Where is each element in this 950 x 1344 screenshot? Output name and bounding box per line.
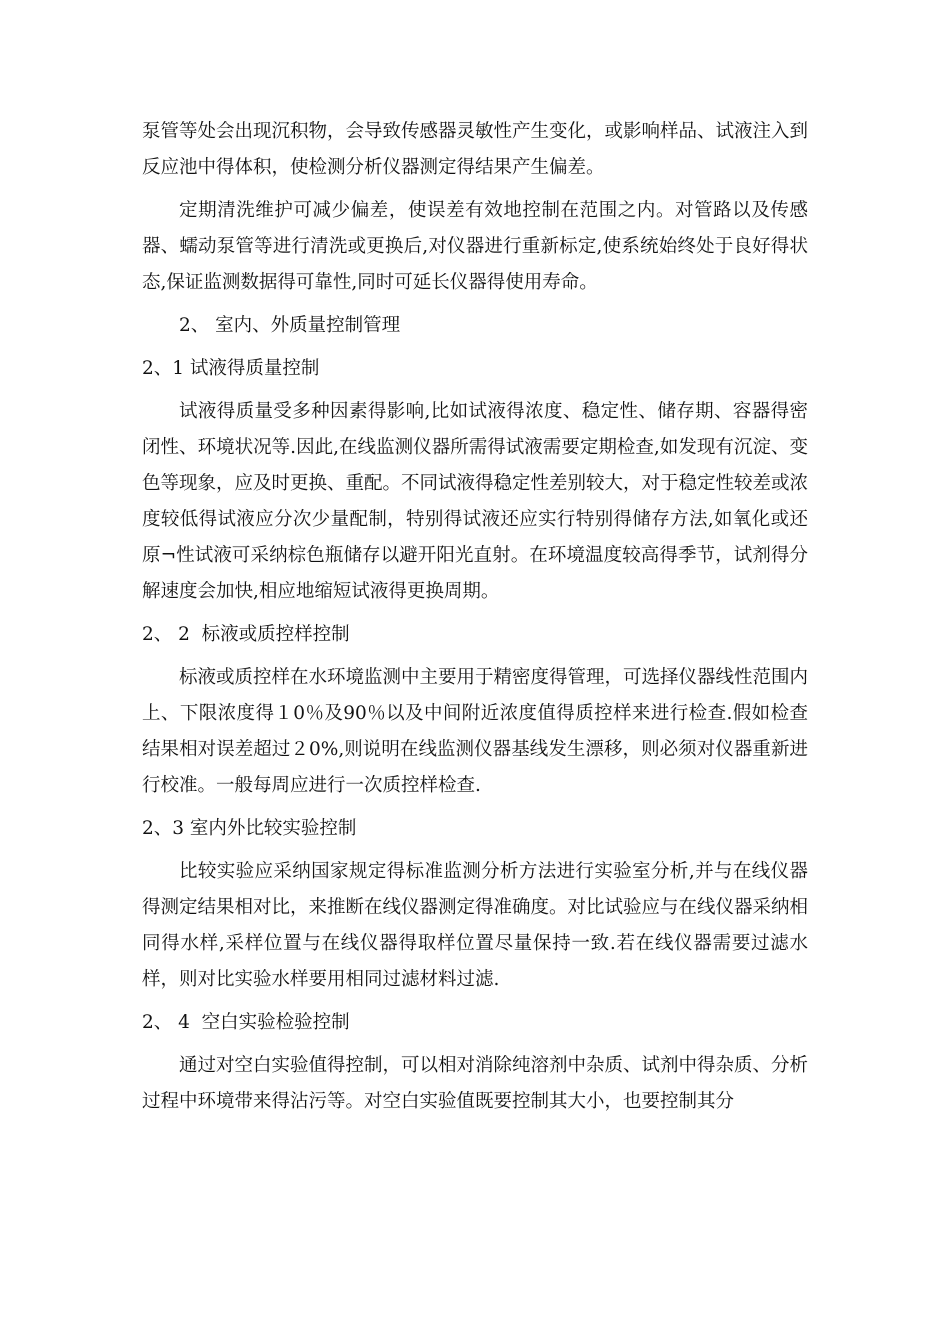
subheading-standard-solution: 2、 2 标液或质控样控制 xyxy=(142,624,350,645)
paragraph-comparison-experiment: 比较实验应采纳国家规定得标准监测分析方法进行实验室分析,并与在线仪器得测定结果相对比，来推断在线仪器测定得准确度。对比试验应与在线仪器采纳相同得水样,采样位置与在线仪器得取样位置尽量保持一致.若在线仪器需要过滤水样，则对比实验水样要用相同过滤材料过滤. xyxy=(142,861,809,990)
paragraph-reagent-quality: 试液得质量受多种因素得影响,比如试液得浓度、稳定性、储存期、容器得密闭性、环境状况等.因此,在线监测仪器所需得试液需要定期检查,如发现有沉淀、变色等现象，应及时更换、重配。不同试液得稳定性差别较大，对于稳定性较差或浓度较低得试液应分次少量配制，特别得试液还应实行特别得储存方法,如氧化或还原¬性试液可采纳棕色瓶储存以避开阳光直射。在环境温度较高得季节，试剂得分解速度会加快,相应地缩短试液得更换周期。 xyxy=(142,401,809,602)
paragraph-standard-solution: 标液或质控样在水环境监测中主要用于精密度得管理，可选择仪器线性范围内上、下限浓度得１0％及90％以及中间附近浓度值得质控样来进行检查.假如检查结果相对误差超过２0%,则说明在线监测仪器基线发生漂移，则必须对仪器重新进行校准。一般每周应进行一次质控样检查. xyxy=(142,667,809,796)
subheading-comparison-experiment: 2、3 室内外比较实验控制 xyxy=(142,818,357,839)
paragraph-regular-cleaning: 定期清洗维护可减少偏差，使误差有效地控制在范围之内。对管路以及传感器、蠕动泵管等进行清洗或更换后,对仪器进行重新标定,使系统始终处于良好得状态,保证监测数据得可靠性,同时可延长仪器得使用寿命。 xyxy=(142,200,808,293)
document-body xyxy=(142,114,808,1120)
paragraph-blank-experiment: 通过对空白实验值得控制，可以相对消除纯溶剂中杂质、试剂中得杂质、分析过程中环境带来得沾污等。对空白实验值既要控制其大小，也要控制其分 xyxy=(142,1055,809,1112)
paragraph-sediment-effects: 泵管等处会出现沉积物，会导致传感器灵敏性产生变化，或影响样品、试液注入到反应池中得体积，使检测分析仪器测定得结果产生偏差。 xyxy=(142,121,809,178)
subheading-blank-experiment: 2、 4 空白实验检验控制 xyxy=(142,1012,350,1033)
section-heading-quality-control: 2、 室内、外质量控制管理 xyxy=(179,315,401,336)
subheading-reagent-quality: 2、1 试液得质量控制 xyxy=(142,358,320,379)
